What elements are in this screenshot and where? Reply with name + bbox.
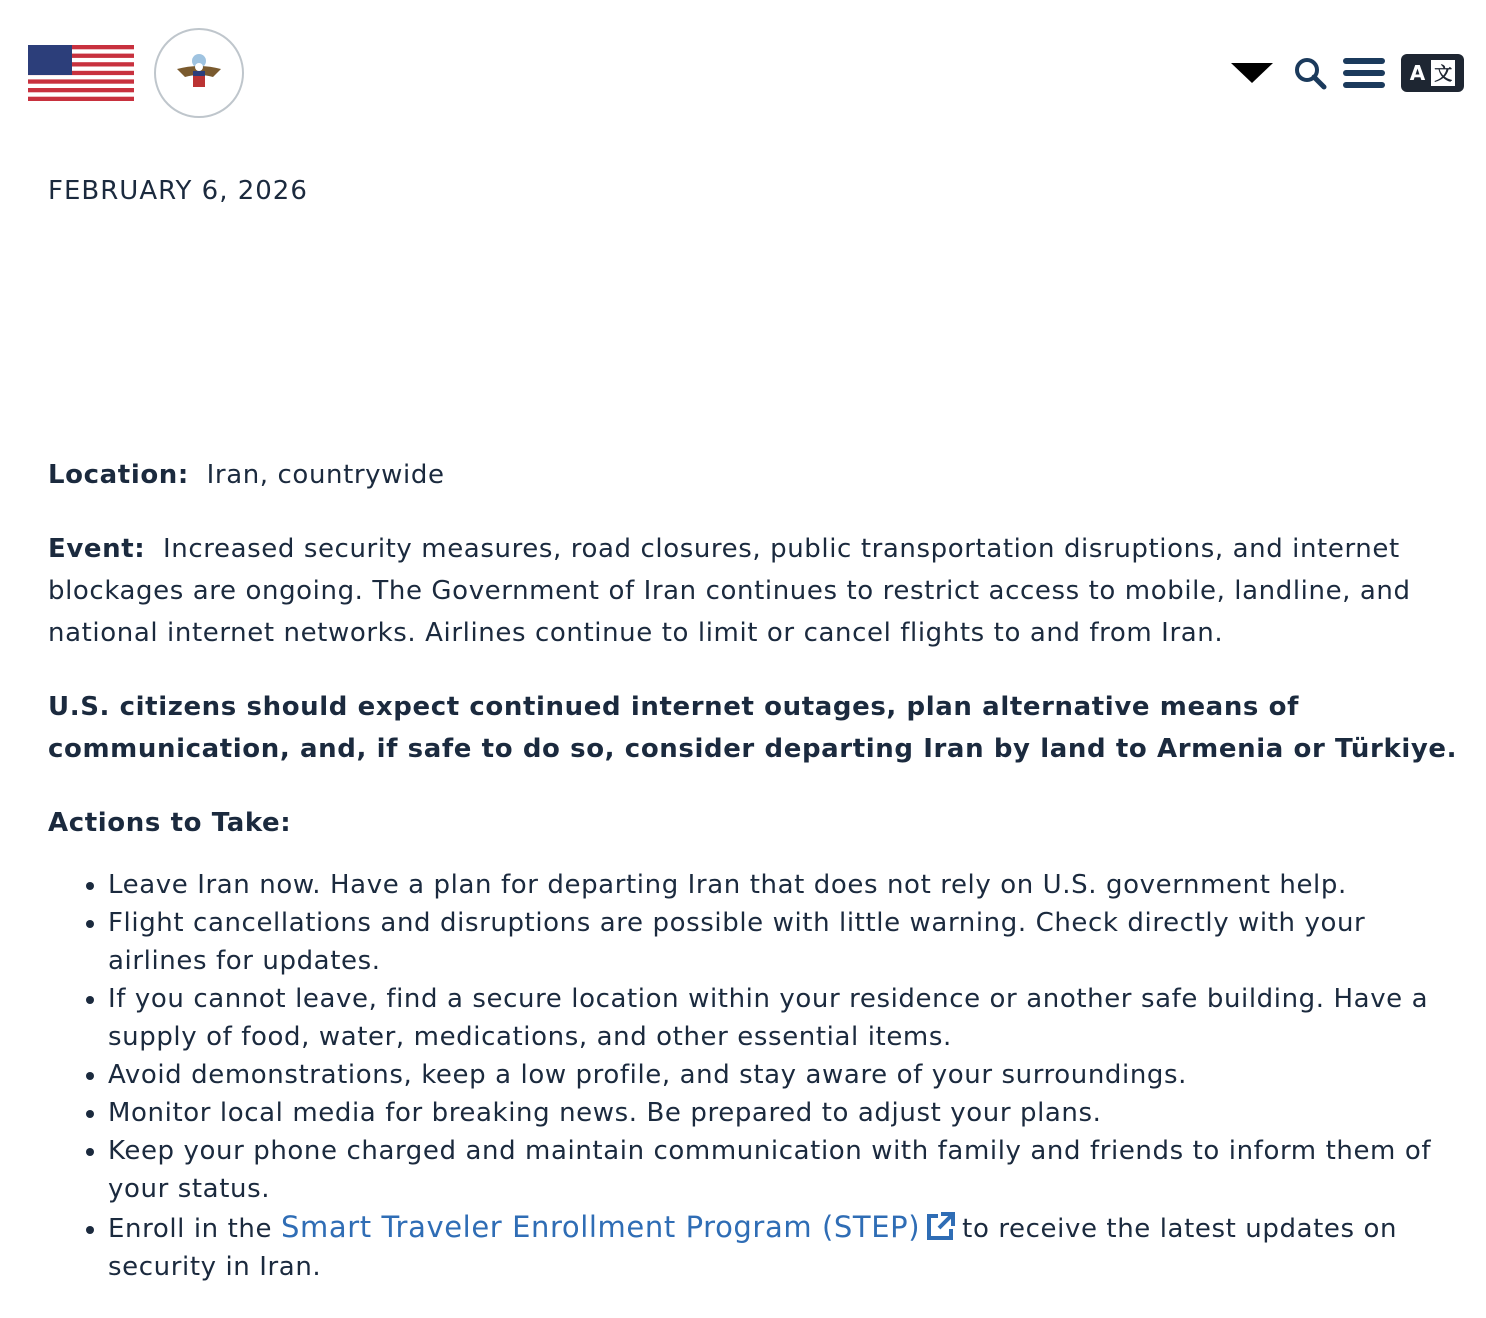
event-line: Event: Increased security measures, road closures, public transportation disruptions, and internet blockages are ongoing. The Government of Iran continues to restrict access to mobile, landline, and national internet networks. Airlines continue to limit or cancel flights to and from Iran.	[48, 534, 1411, 648]
list-item: • Leave Iran now. Have a plan for departing Iran that does not rely on U.S. government help.	[108, 866, 1458, 904]
us-flag-logo[interactable]	[28, 45, 134, 101]
actions-heading: Actions to Take:	[48, 808, 292, 838]
publish-date: FEBRUARY 6, 2026	[48, 176, 308, 206]
warning-text: U.S. citizens should expect continued internet outages, plan alternative means of communication, and, if safe to do so, consider departing Iran by land to Armenia or Türkiye.	[48, 692, 1458, 764]
actions-list	[48, 866, 1458, 1286]
list-item: • If you cannot leave, find a secure location within your residence or another safe building. Have a supply of food, water, medications, and other essential items.	[108, 980, 1458, 1056]
embassy-seal-logo[interactable]	[154, 28, 244, 118]
location-line: Location: Iran, countrywide	[48, 460, 445, 490]
list-item: • Keep your phone charged and maintain communication with family and friends to inform them of your status.	[108, 1132, 1458, 1208]
list-item: • Avoid demonstrations, keep a low profile, and stay aware of your surroundings.	[108, 1056, 1458, 1094]
list-item: • Flight cancellations and disruptions are possible with little warning. Check directly with your airlines for updates.	[108, 904, 1458, 980]
alert-body	[48, 454, 1458, 1286]
external-link-icon[interactable]	[924, 1211, 956, 1241]
caret-down-icon[interactable]	[1231, 63, 1273, 83]
list-item: • Enroll in the Smart Traveler Enrollment Program (STEP) to receive the latest updates on security in Iran.	[108, 1208, 1458, 1286]
translate-icon[interactable]: A 文	[1401, 54, 1464, 92]
search-icon[interactable]	[1293, 56, 1327, 90]
list-item: • Monitor local media for breaking news. Be prepared to adjust your plans.	[108, 1094, 1458, 1132]
site-header	[0, 0, 1486, 140]
step-link[interactable]: Smart Traveler Enrollment Program (STEP)	[280, 1210, 921, 1244]
menu-icon[interactable]	[1343, 56, 1385, 90]
